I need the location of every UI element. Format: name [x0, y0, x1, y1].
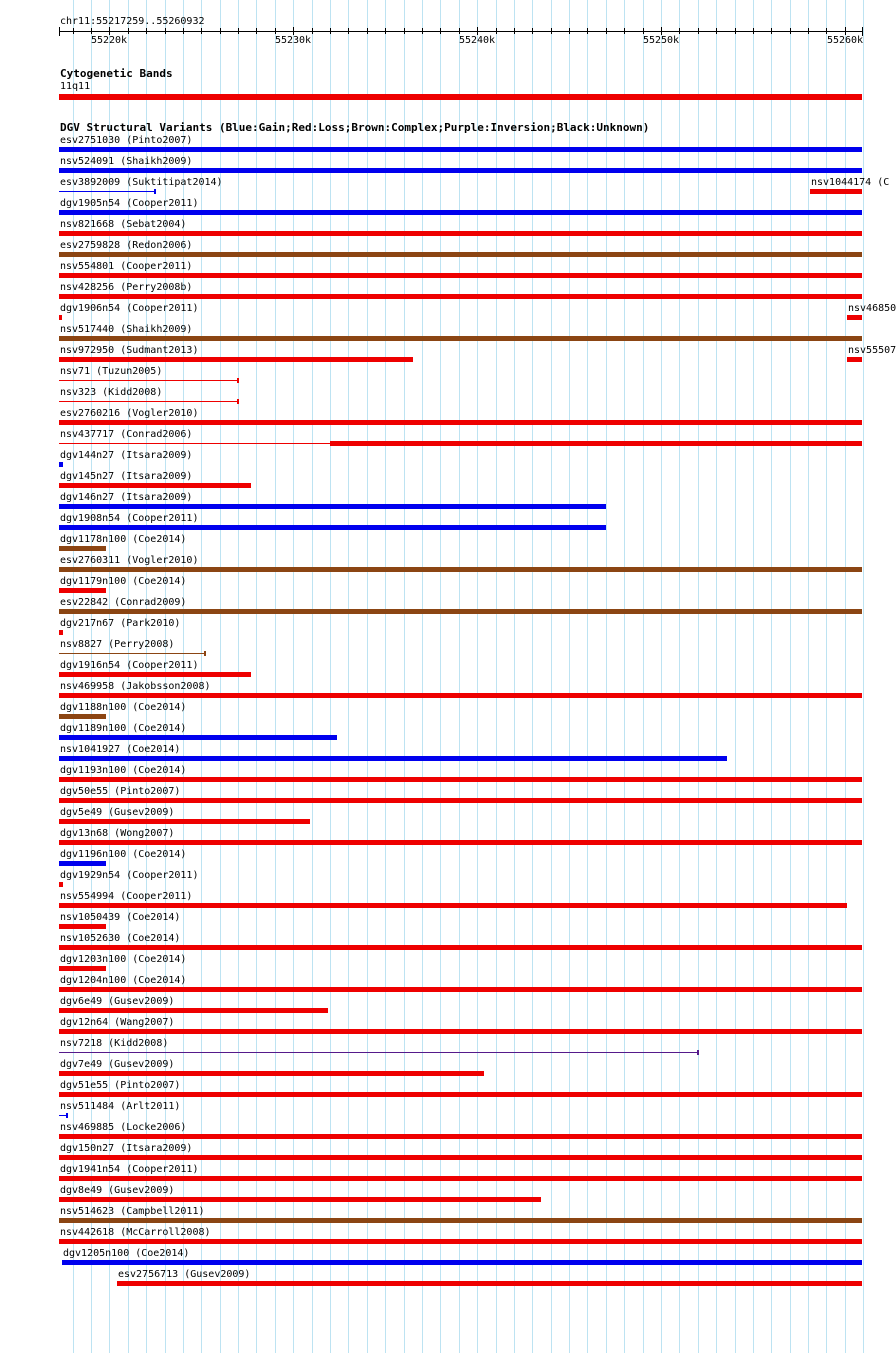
ruler-tick	[661, 27, 662, 35]
ruler-tick	[385, 28, 386, 34]
variant-label[interactable]: nsv1052630 (Coe2014)	[60, 933, 181, 944]
variant-bar[interactable]	[59, 1029, 862, 1034]
ruler-tick	[514, 28, 515, 34]
ruler-tick	[422, 28, 423, 34]
variant-line[interactable]	[59, 380, 238, 381]
ruler-tick	[165, 28, 166, 34]
variant-label[interactable]: dgv1929n54 (Cooper2011)	[60, 870, 199, 881]
ruler-tick	[771, 28, 772, 34]
variant-line[interactable]	[59, 653, 205, 654]
variant-bar[interactable]	[59, 546, 106, 551]
variant-label[interactable]: nsv71 (Tuzun2005)	[60, 366, 163, 377]
variant-bar[interactable]	[847, 357, 862, 362]
variant-label[interactable]: dgv1203n100 (Coe2014)	[60, 954, 187, 965]
variant-end-mark	[66, 1113, 68, 1118]
ruler-tick	[735, 28, 736, 34]
variant-end-mark	[204, 651, 206, 656]
variant-bar[interactable]	[59, 1155, 862, 1160]
variant-label[interactable]: dgv1204n100 (Coe2014)	[60, 975, 187, 986]
ruler-tick	[496, 28, 497, 34]
variant-label[interactable]: nsv821668 (Sebat2004)	[60, 219, 187, 230]
ruler-tick	[790, 28, 791, 34]
variant-label[interactable]: dgv1916n54 (Cooper2011)	[60, 660, 199, 671]
variant-label[interactable]: dgv51e55 (Pinto2007)	[60, 1080, 181, 1091]
variant-line[interactable]	[59, 401, 238, 402]
variant-label[interactable]: nsv1050439 (Coe2014)	[60, 912, 181, 923]
dgv-track-title: DGV Structural Variants (Blue:Gain;Red:Loss;Brown:Complex;Purple:Inversion;Black:Unknown)	[60, 121, 650, 134]
variant-label[interactable]: nsv517440 (Shaikh2009)	[60, 324, 193, 335]
variant-label[interactable]: dgv150n27 (Itsara2009)	[60, 1143, 193, 1154]
ruler-tick	[330, 28, 331, 34]
variant-bar[interactable]	[59, 1071, 484, 1076]
variant-bar[interactable]	[59, 819, 310, 824]
variant-bar[interactable]	[59, 588, 106, 593]
variant-label[interactable]: dgv1179n100 (Coe2014)	[60, 576, 187, 587]
ruler-tick	[73, 28, 74, 34]
variant-label[interactable]: dgv1906n54 (Cooper2011)	[60, 303, 199, 314]
ruler-tick	[587, 28, 588, 34]
variant-bar[interactable]	[59, 1008, 328, 1013]
ruler-tick	[367, 28, 368, 34]
variant-bar[interactable]	[59, 420, 862, 425]
variant-bar[interactable]	[59, 525, 606, 530]
variant-bar[interactable]	[59, 903, 847, 908]
variant-bar[interactable]	[59, 294, 862, 299]
variant-bar[interactable]	[59, 966, 106, 971]
variant-label[interactable]: dgv1205n100 (Coe2014)	[63, 1248, 190, 1259]
ruler-tick-label: 55230k	[274, 35, 312, 46]
variant-bar[interactable]	[59, 693, 862, 698]
variant-label[interactable]: nsv46850	[848, 303, 896, 314]
variant-label[interactable]: esv2759828 (Redon2006)	[60, 240, 193, 251]
variant-label[interactable]: dgv145n27 (Itsara2009)	[60, 471, 193, 482]
variant-bar[interactable]	[59, 567, 862, 572]
variant-label[interactable]: nsv7218 (Kidd2008)	[60, 1038, 169, 1049]
variant-end-mark	[237, 399, 239, 404]
variant-label[interactable]: dgv1908n54 (Cooper2011)	[60, 513, 199, 524]
variant-label[interactable]: dgv1188n100 (Coe2014)	[60, 702, 187, 713]
variant-end-mark	[697, 1050, 699, 1055]
variant-label[interactable]: nsv55507	[848, 345, 896, 356]
ruler-tick	[716, 28, 717, 34]
ruler-tick-label: 55260k	[826, 35, 864, 46]
variant-bar[interactable]	[59, 840, 862, 845]
variant-bar[interactable]	[59, 609, 862, 614]
variant-bar[interactable]	[59, 714, 106, 719]
variant-bar[interactable]	[59, 273, 862, 278]
variant-bar[interactable]	[59, 1092, 862, 1097]
variant-bar[interactable]	[59, 1239, 862, 1244]
variant-end-mark	[154, 189, 156, 194]
ruler-tick	[275, 28, 276, 34]
variant-bar[interactable]	[59, 1218, 862, 1223]
variant-label[interactable]: nsv469958 (Jakobsson2008)	[60, 681, 211, 692]
variant-bar[interactable]	[59, 210, 862, 215]
variant-bar[interactable]	[59, 168, 862, 173]
ruler-tick-label: 55220k	[90, 35, 128, 46]
variant-label[interactable]: dgv144n27 (Itsara2009)	[60, 450, 193, 461]
ruler-tick-label: 55250k	[642, 35, 680, 46]
variant-label[interactable]: nsv554994 (Cooper2011)	[60, 891, 193, 902]
ruler-tick	[256, 28, 257, 34]
variant-bar[interactable]	[59, 315, 62, 320]
variant-label[interactable]: dgv1193n100 (Coe2014)	[60, 765, 187, 776]
ruler-tick	[569, 28, 570, 34]
variant-bar[interactable]	[59, 924, 106, 929]
ruler-tick	[128, 28, 129, 34]
variant-bar[interactable]	[810, 189, 862, 194]
variant-bar[interactable]	[59, 357, 413, 362]
variant-label[interactable]: dgv12n64 (Wang2007)	[60, 1017, 175, 1028]
variant-label[interactable]: dgv5e49 (Gusev2009)	[60, 807, 175, 818]
variant-line[interactable]	[59, 1052, 698, 1053]
ruler-tick	[753, 28, 754, 34]
ruler-tick	[643, 28, 644, 34]
variant-end-mark	[237, 378, 239, 383]
ruler-tick	[440, 28, 441, 34]
variant-label[interactable]: esv2760216 (Vogler2010)	[60, 408, 199, 419]
ruler-edge-left	[59, 27, 60, 36]
variant-label[interactable]: dgv13n68 (Wong2007)	[60, 828, 175, 839]
variant-bar[interactable]	[59, 1197, 541, 1202]
variant-bar[interactable]	[59, 945, 862, 950]
ruler-tick	[532, 28, 533, 34]
ruler-tick	[624, 28, 625, 34]
ruler-tick	[679, 28, 680, 34]
variant-label[interactable]: nsv514623 (Campbell2011)	[60, 1206, 205, 1217]
variant-label[interactable]: nsv469885 (Locke2006)	[60, 1122, 187, 1133]
variant-label[interactable]: dgv6e49 (Gusev2009)	[60, 996, 175, 1007]
variant-line[interactable]	[59, 443, 330, 444]
variant-bar[interactable]	[847, 315, 862, 320]
ruler-tick	[698, 28, 699, 34]
ruler-line	[59, 31, 863, 32]
variant-bar[interactable]	[59, 798, 862, 803]
variant-line[interactable]	[59, 191, 155, 192]
variant-label[interactable]: dgv1196n100 (Coe2014)	[60, 849, 187, 860]
variant-label[interactable]: dgv217n67 (Park2010)	[60, 618, 181, 629]
cytoband-label: 11q11	[60, 81, 91, 92]
variant-bar[interactable]	[59, 1176, 862, 1181]
ruler-tick	[146, 28, 147, 34]
variant-label[interactable]: esv2760311 (Vogler2010)	[60, 555, 199, 566]
variant-label[interactable]: nsv323 (Kidd2008)	[60, 387, 163, 398]
variant-label[interactable]: esv3892009 (Suktitipat2014)	[60, 177, 223, 188]
variant-label[interactable]: dgv1178n100 (Coe2014)	[60, 534, 187, 545]
variant-label[interactable]: nsv428256 (Perry2008b)	[60, 282, 193, 293]
variant-bar[interactable]	[330, 441, 862, 446]
ruler-tick	[293, 27, 294, 35]
variant-bar[interactable]	[59, 777, 862, 782]
ruler-tick	[551, 28, 552, 34]
variant-bar[interactable]	[59, 987, 862, 992]
ruler-tick	[826, 28, 827, 34]
variant-label[interactable]: esv22842 (Conrad2009)	[60, 597, 187, 608]
variant-bar[interactable]	[62, 1260, 862, 1265]
variant-bar[interactable]	[59, 231, 862, 236]
variant-bar[interactable]	[59, 504, 606, 509]
ruler-tick	[606, 28, 607, 34]
variant-label[interactable]: nsv511484 (Arlt2011)	[60, 1101, 181, 1112]
variant-bar[interactable]	[59, 735, 337, 740]
ruler-tick	[238, 28, 239, 34]
ruler-tick	[845, 27, 846, 35]
variant-label[interactable]: esv2756713 (Gusev2009)	[118, 1269, 251, 1280]
ruler-tick	[91, 28, 92, 34]
variant-label[interactable]: dgv1905n54 (Cooper2011)	[60, 198, 199, 209]
variant-label[interactable]: nsv442618 (McCarroll2008)	[60, 1227, 211, 1238]
variant-bar[interactable]	[59, 861, 106, 866]
variant-bar[interactable]	[59, 672, 251, 677]
variant-label[interactable]: nsv1041927 (Coe2014)	[60, 744, 181, 755]
variant-label[interactable]: nsv437717 (Conrad2006)	[60, 429, 193, 440]
ruler-tick	[459, 28, 460, 34]
variant-bar[interactable]	[59, 483, 251, 488]
variant-label[interactable]: dgv1941n54 (Cooper2011)	[60, 1164, 199, 1175]
ruler-tick	[348, 28, 349, 34]
ruler-tick	[109, 27, 110, 35]
variant-bar[interactable]	[59, 882, 63, 887]
variant-label[interactable]: dgv8e49 (Gusev2009)	[60, 1185, 175, 1196]
variant-label[interactable]: dgv50e55 (Pinto2007)	[60, 786, 181, 797]
variant-label[interactable]: esv2751030 (Pinto2007)	[60, 135, 193, 146]
ruler-tick	[404, 28, 405, 34]
ruler-tick	[201, 28, 202, 34]
ruler-tick	[220, 28, 221, 34]
variant-label[interactable]: nsv1044174 (C	[811, 177, 890, 188]
location-label: chr11:55217259..55260932	[60, 16, 205, 27]
variant-bar[interactable]	[59, 756, 727, 761]
variant-bar[interactable]	[59, 252, 862, 257]
ruler-tick-label: 55240k	[458, 35, 496, 46]
variant-bar[interactable]	[59, 630, 63, 635]
variant-bar[interactable]	[59, 1134, 862, 1139]
ruler-tick	[183, 28, 184, 34]
variant-label[interactable]: nsv8827 (Perry2008)	[60, 639, 175, 650]
variant-label[interactable]: dgv1189n100 (Coe2014)	[60, 723, 187, 734]
variant-label[interactable]: dgv7e49 (Gusev2009)	[60, 1059, 175, 1070]
variant-bar[interactable]	[59, 336, 862, 341]
ruler-tick	[477, 27, 478, 35]
variant-label[interactable]: nsv524091 (Shaikh2009)	[60, 156, 193, 167]
variant-label[interactable]: nsv972950 (Sudmant2013)	[60, 345, 199, 356]
variant-label[interactable]: nsv554801 (Cooper2011)	[60, 261, 193, 272]
cytoband-bar	[59, 94, 862, 100]
ruler-tick	[808, 28, 809, 34]
cytoband-track-title: Cytogenetic Bands	[60, 67, 173, 80]
variant-bar[interactable]	[117, 1281, 862, 1286]
variant-label[interactable]: dgv146n27 (Itsara2009)	[60, 492, 193, 503]
ruler-tick	[312, 28, 313, 34]
variant-bar[interactable]	[59, 462, 63, 467]
variant-bar[interactable]	[59, 147, 862, 152]
